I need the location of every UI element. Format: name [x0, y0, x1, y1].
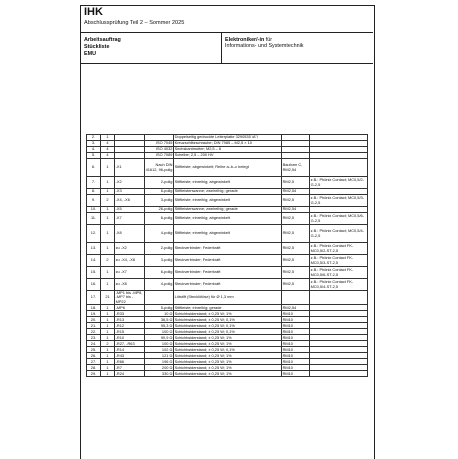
- table-row: [87, 213, 368, 225]
- table-row: [87, 225, 368, 243]
- cell-pkg: RM10: [282, 347, 310, 353]
- cell-qty: 1: [101, 329, 115, 335]
- cell-qty: 1: [101, 347, 115, 353]
- cell-pos: 27.: [87, 359, 101, 365]
- cell-pos: 13.: [87, 243, 101, 255]
- cell-id: -MP6: [115, 305, 145, 311]
- cell-id: -R66: [115, 359, 145, 365]
- cell-note: z.B.: Phönix Contact; MC0,5/4-G-2,5: [310, 225, 368, 243]
- cell-note: z.B.: Phönix Contact; MC0,5/2-G-2,5: [310, 177, 368, 189]
- cell-desc: Schichtwiderstand; ± 0,25 W; 1%: [174, 341, 282, 347]
- cell-pos: 20.: [87, 317, 101, 323]
- cell-desc: Stiftleiste; einreihig; abgewinkelt: [174, 225, 282, 243]
- cell-val: 100 Ω: [145, 341, 174, 347]
- cell-qty: 2: [101, 341, 115, 347]
- cell-desc: Schichtwiderstand; ± 0,25 W; 0,1%: [174, 347, 282, 353]
- cell-pkg: RM10: [282, 371, 310, 377]
- cell-id: -R10: [115, 335, 145, 341]
- cell-id: -R24: [115, 371, 145, 377]
- cell-pos: 18.: [87, 305, 101, 311]
- cell-qty: 1: [101, 335, 115, 341]
- cell-desc: Stiftleiste; abgewinkelt; Reihe a–b–c belegt: [174, 159, 282, 177]
- cell-id: zu -X4, -X6: [115, 255, 145, 267]
- cell-qty: 4: [101, 141, 115, 147]
- cell-pos: 22.: [87, 329, 101, 335]
- profession-name: Elektroniker/-in: [225, 37, 265, 43]
- cell-pos: 26.: [87, 353, 101, 359]
- cell-id: -R7: [115, 365, 145, 371]
- cell-pos: 8.: [87, 189, 101, 195]
- cell-id: -X2: [115, 177, 145, 189]
- cell-qty: 1: [101, 311, 115, 317]
- cell-pkg: RM10: [282, 329, 310, 335]
- cell-desc: Steckverbinder; Federkraft: [174, 279, 282, 291]
- table-row: [87, 371, 368, 377]
- cell-pos: 21.: [87, 323, 101, 329]
- profession-field: Informations- und Systemtechnik: [225, 43, 304, 50]
- cell-pos: 2.: [87, 135, 101, 141]
- cell-desc: Stiftleistenwanne; zweireihig; gerade: [174, 189, 282, 195]
- cell-pos: 3.: [87, 141, 101, 147]
- cell-qty: 1: [101, 189, 115, 195]
- cell-desc: Stiftleistenwanne; zweireihig; gerade: [174, 207, 282, 213]
- cell-note: z.B.: Phönix Contact; MC0,5/3-G-2,5: [310, 195, 368, 207]
- profession-block: [225, 37, 304, 50]
- table-row: [87, 279, 368, 291]
- cell-val: 196 Ω: [145, 359, 174, 365]
- cell-qty: 1: [101, 323, 115, 329]
- cell-desc: Stiftleiste; einreihig; gerade: [174, 305, 282, 311]
- cell-val: 4-polig: [145, 279, 174, 291]
- cell-pkg: RM10: [282, 353, 310, 359]
- cell-pkg: RM2,5: [282, 267, 310, 279]
- cell-desc: Schichtwiderstand; ± 0,25 W; 1%: [174, 365, 282, 371]
- cell-note: [310, 159, 368, 177]
- cell-val: 95,3 Ω: [145, 323, 174, 329]
- cell-qty: 1: [101, 177, 115, 189]
- parts-list-table: [86, 134, 368, 377]
- cell-pos: 6.: [87, 159, 101, 177]
- cell-desc: Schichtwiderstand; ± 0,25 W; 1%: [174, 335, 282, 341]
- cell-pkg: RM10: [282, 317, 310, 323]
- cell-val: ISO 7089: [145, 153, 174, 159]
- cell-id: -X7: [115, 213, 145, 225]
- cell-id: zu -X7: [115, 267, 145, 279]
- cell-val: 90,9 Ω: [145, 335, 174, 341]
- cell-desc: Stiftleiste; einreihig; abgewinkelt: [174, 213, 282, 225]
- cell-qty: 4: [101, 153, 115, 159]
- table-row: [87, 195, 368, 207]
- cell-pkg: RM2,5: [282, 243, 310, 255]
- doc-line: Arbeitsauftrag: [84, 37, 121, 43]
- cell-val: 200 Ω: [145, 365, 174, 371]
- cell-qty: 4: [101, 147, 115, 153]
- cell-pos: 24.: [87, 341, 101, 347]
- exam-subtitle: Abschlussprüfung Teil 2 – Sommer 2025: [84, 20, 185, 26]
- cell-id: zu -X8: [115, 279, 145, 291]
- cell-id: -R13: [115, 317, 145, 323]
- cell-pkg: RM10: [282, 341, 310, 347]
- cell-pos: 17.: [87, 291, 101, 305]
- cell-qty: 1: [101, 353, 115, 359]
- cell-pos: 11.: [87, 213, 101, 225]
- cell-note: z.B.: Phönix Contact; MC0,5/6-G-2,5: [310, 213, 368, 225]
- cell-qty: 1: [101, 159, 115, 177]
- cell-note: [310, 371, 368, 377]
- table-row: [87, 177, 368, 189]
- table-row: [87, 159, 368, 177]
- cell-val: 6-polig: [145, 189, 174, 195]
- cell-pkg: RM2,54: [282, 207, 310, 213]
- cell-pos: 9.: [87, 195, 101, 207]
- cell-qty: 1: [101, 225, 115, 243]
- table-row: [87, 243, 368, 255]
- cell-desc: Lötstift (Stecklötöse) für Ø 1,3 mm: [174, 291, 282, 305]
- cell-desc: Schichtwiderstand; ± 0,25 W; 1%: [174, 371, 282, 377]
- cell-note: [310, 291, 368, 305]
- cell-desc: Schichtwiderstand; ± 0,25 W; 1%: [174, 311, 282, 317]
- cell-qty: 1: [101, 317, 115, 323]
- cell-pkg: RM2,5: [282, 279, 310, 291]
- profession-suffix: für: [264, 37, 273, 43]
- cell-pos: 14.: [87, 255, 101, 267]
- cell-val: 6-polig: [145, 213, 174, 225]
- cell-id: -X1: [115, 159, 145, 177]
- cell-pkg: RM10: [282, 335, 310, 341]
- cell-id: -R43: [115, 353, 145, 359]
- cell-qty: 2: [101, 195, 115, 207]
- cell-qty: 1: [101, 207, 115, 213]
- doc-line: EMU: [84, 51, 96, 57]
- cell-qty: 1: [101, 213, 115, 225]
- cell-val: 5-polig: [145, 305, 174, 311]
- cell-val: ISO 4032: [145, 147, 174, 153]
- divider: [221, 33, 222, 63]
- table-row: [87, 267, 368, 279]
- cell-desc: Schichtwiderstand; ± 0,25 W; 1%: [174, 353, 282, 359]
- cell-val: 2-polig: [145, 177, 174, 189]
- cell-val: 10 Ω: [145, 311, 174, 317]
- cell-val: 6-polig: [145, 267, 174, 279]
- cell-pos: 19.: [87, 311, 101, 317]
- cell-val: [145, 291, 174, 305]
- cell-pkg: RM10: [282, 365, 310, 371]
- cell-desc: Schichtwiderstand; ± 0,25 W; 0,1%: [174, 323, 282, 329]
- cell-val: 4-polig: [145, 225, 174, 243]
- cell-qty: 1: [101, 279, 115, 291]
- cell-val: 121 Ω: [145, 353, 174, 359]
- cell-qty: 21: [101, 291, 115, 305]
- cell-val: ISO 7045: [145, 141, 174, 147]
- cell-qty: 1: [101, 135, 115, 141]
- cell-pkg: RM2,54: [282, 189, 310, 195]
- cell-desc: Kreuzschlitzschraube; DIN 7985 – M2,5 × 10: [174, 141, 282, 147]
- divider: [80, 63, 373, 64]
- cell-val: 100 Ω: [145, 329, 174, 335]
- cell-note: z.B.: Phönix Contact FK-MC0,5/6-ST-2,5: [310, 267, 368, 279]
- divider: [80, 32, 373, 33]
- cell-desc: Steckverbinder; Federkraft: [174, 255, 282, 267]
- table-row: [87, 255, 368, 267]
- cell-val: 26-polig: [145, 207, 174, 213]
- cell-val: 102 Ω: [145, 347, 174, 353]
- cell-qty: 1: [101, 267, 115, 279]
- cell-note: z.B.: Phönix Contact FK-MC0,5/3-ST-2,5: [310, 255, 368, 267]
- cell-desc: Sechskantmutter; M2,5 – 6: [174, 147, 282, 153]
- cell-pkg: RM2,5: [282, 255, 310, 267]
- cell-id: -R33: [115, 311, 145, 317]
- cell-pkg: RM10: [282, 323, 310, 329]
- cell-id: -R15: [115, 329, 145, 335]
- cell-pos: 16.: [87, 279, 101, 291]
- cell-qty: 1: [101, 365, 115, 371]
- cell-pos: 5.: [87, 153, 101, 159]
- cell-desc: Schichtwiderstand; ± 0,25 W; 0,1%: [174, 317, 282, 323]
- cell-val: Nach DIN 41612, 96-polig: [145, 159, 174, 177]
- cell-pkg: RM2,5: [282, 177, 310, 189]
- cell-id: -X5: [115, 207, 145, 213]
- cell-pkg: RM2,5: [282, 195, 310, 207]
- cell-pkg: [282, 291, 310, 305]
- doc-line: Stückliste: [84, 44, 110, 50]
- cell-pos: 29.: [87, 371, 101, 377]
- cell-pkg: RM2,5: [282, 213, 310, 225]
- table-row: [87, 291, 368, 305]
- cell-desc: Stiftleiste; einreihig; abgewinkelt: [174, 177, 282, 189]
- cell-pkg: RM2,54: [282, 305, 310, 311]
- cell-qty: 1: [101, 305, 115, 311]
- cell-desc: Steckverbinder; Federkraft: [174, 243, 282, 255]
- cell-id: -X4, -X6: [115, 195, 145, 207]
- cell-pos: 23.: [87, 335, 101, 341]
- cell-note: z.B.: Phönix Contact FK-MC0,5/4-ST-2,5: [310, 279, 368, 291]
- cell-qty: 2: [101, 255, 115, 267]
- cell-id: -R14: [115, 347, 145, 353]
- cell-val: 36,5 Ω: [145, 317, 174, 323]
- cell-qty: 1: [101, 371, 115, 377]
- cell-pos: 10.: [87, 207, 101, 213]
- cell-id: -MP1 bis -MP8, -MP7 bis -MP22: [115, 291, 145, 305]
- cell-pos: 12.: [87, 225, 101, 243]
- cell-pkg: RM10: [282, 359, 310, 365]
- cell-desc: Schichtwiderstand; ± 0,25 W; 1%: [174, 359, 282, 365]
- cell-id: zu -X2: [115, 243, 145, 255]
- cell-pkg: RM10: [282, 311, 310, 317]
- ihk-title: IHK: [84, 6, 103, 18]
- cell-pos: 25.: [87, 347, 101, 353]
- cell-val: 3-polig: [145, 195, 174, 207]
- cell-qty: 1: [101, 359, 115, 365]
- cell-desc: Schichtwiderstand; ± 0,25 W; 0,1%: [174, 329, 282, 335]
- cell-pos: 28.: [87, 365, 101, 371]
- cell-val: 330 Ω: [145, 371, 174, 377]
- document-type-block: [84, 37, 121, 58]
- cell-desc: Steckverbinder; Federkraft: [174, 267, 282, 279]
- cell-desc: Scheibe; 2,5 – 200 HV: [174, 153, 282, 159]
- cell-pkg: Bauform C, RM2,54: [282, 159, 310, 177]
- cell-id: -X3: [115, 189, 145, 195]
- cell-pos: 15.: [87, 267, 101, 279]
- cell-pos: 4.: [87, 147, 101, 153]
- cell-id: -X8: [115, 225, 145, 243]
- cell-pos: 7.: [87, 177, 101, 189]
- cell-pkg: RM2,5: [282, 225, 310, 243]
- cell-val: 3-polig: [145, 255, 174, 267]
- cell-id: -R12: [115, 323, 145, 329]
- cell-val: 2-polig: [145, 243, 174, 255]
- cell-desc: Doppelseitig gedruckte Leiterplatte 3290535 \A"\: [174, 135, 282, 141]
- cell-note: z.B.: Phönix Contact FK-MC0,5/2-ST-2,5: [310, 243, 368, 255]
- cell-id: -R27, -R63: [115, 341, 145, 347]
- cell-desc: Stiftleiste; einreihig; abgewinkelt: [174, 195, 282, 207]
- cell-qty: 1: [101, 243, 115, 255]
